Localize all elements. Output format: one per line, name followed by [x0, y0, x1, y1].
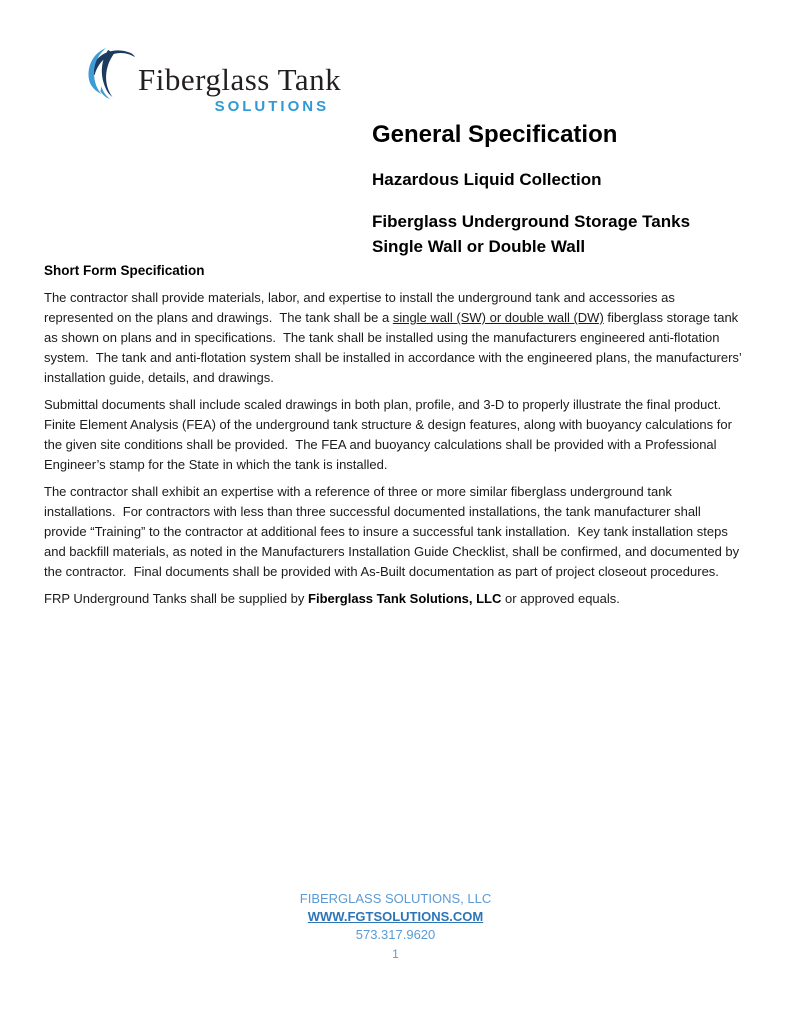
logo-swoosh-icon: [86, 44, 136, 102]
page-footer: [0, 890, 791, 963]
subtitle-product-line1: Fiberglass Underground Storage Tanks: [372, 212, 691, 231]
footer-phone: 573.317.9620: [355, 927, 436, 942]
logo-wordmark: Fiberglass Tank: [138, 62, 342, 97]
paragraph-contractor-experience: The contractor shall exhibit an expertise with a reference of three or more similar fiberglass underground tank installations. For contractors with less than three successful documented installations, the tank manufacturer shall provide “Training” to the contractor at additional fees to insure a successful tank installation. Key tank installation steps and backfill materials, as noted in the Manufacturers Installation Guide Checklist, shall be confirmed, and documented by the contractor. Final documents shall be provided with As-Built documentation as part of project closeout procedures.: [44, 484, 743, 579]
document-body: [44, 261, 747, 616]
footer-website-link[interactable]: WWW.FGTSOLUTIONS.COM: [307, 909, 484, 924]
subtitle-product: [372, 209, 752, 259]
page-number: 1: [392, 947, 399, 961]
subtitle-product-line2: Single Wall or Double Wall: [372, 237, 586, 256]
company-logo: [86, 42, 341, 115]
paragraph-supplier: FRP Underground Tanks shall be supplied by Fiberglass Tank Solutions, LLC or approved equals.: [44, 591, 620, 606]
logo-tagline: SOLUTIONS: [214, 98, 330, 115]
section-heading: Short Form Specification: [44, 263, 205, 278]
subtitle-collection: Hazardous Liquid Collection: [372, 170, 602, 189]
title-block: [372, 120, 752, 259]
footer-company: FIBERGLASS SOLUTIONS, LLC: [299, 891, 492, 906]
paragraph-contractor-scope: The contractor shall provide materials, labor, and expertise to install the underground tank and accessories as represented on the plans and drawings. The tank shall be a single wall (SW) or double wall (DW) fiberglass storage tank as shown on plans and in specifications. The tank shall be installed using the manufacturers engineered anti-flotation system. The tank and anti-flotation system shall be installed in accordance with the engineered plans, the manufacturers’ installation guide, details, and drawings.: [44, 290, 745, 385]
paragraph-submittals: Submittal documents shall include scaled drawings in both plan, profile, and 3-D to properly illustrate the final product. Finite Element Analysis (FEA) of the underground tank structure & design features, along with buoyancy calculations for the given site conditions shall be provided. The FEA and buoyancy calculations shall be provided with a Professional Engineer’s stamp for the State in which the tank is installed.: [44, 397, 736, 472]
logo-text: [138, 42, 341, 115]
page-title: General Specification: [372, 121, 618, 148]
